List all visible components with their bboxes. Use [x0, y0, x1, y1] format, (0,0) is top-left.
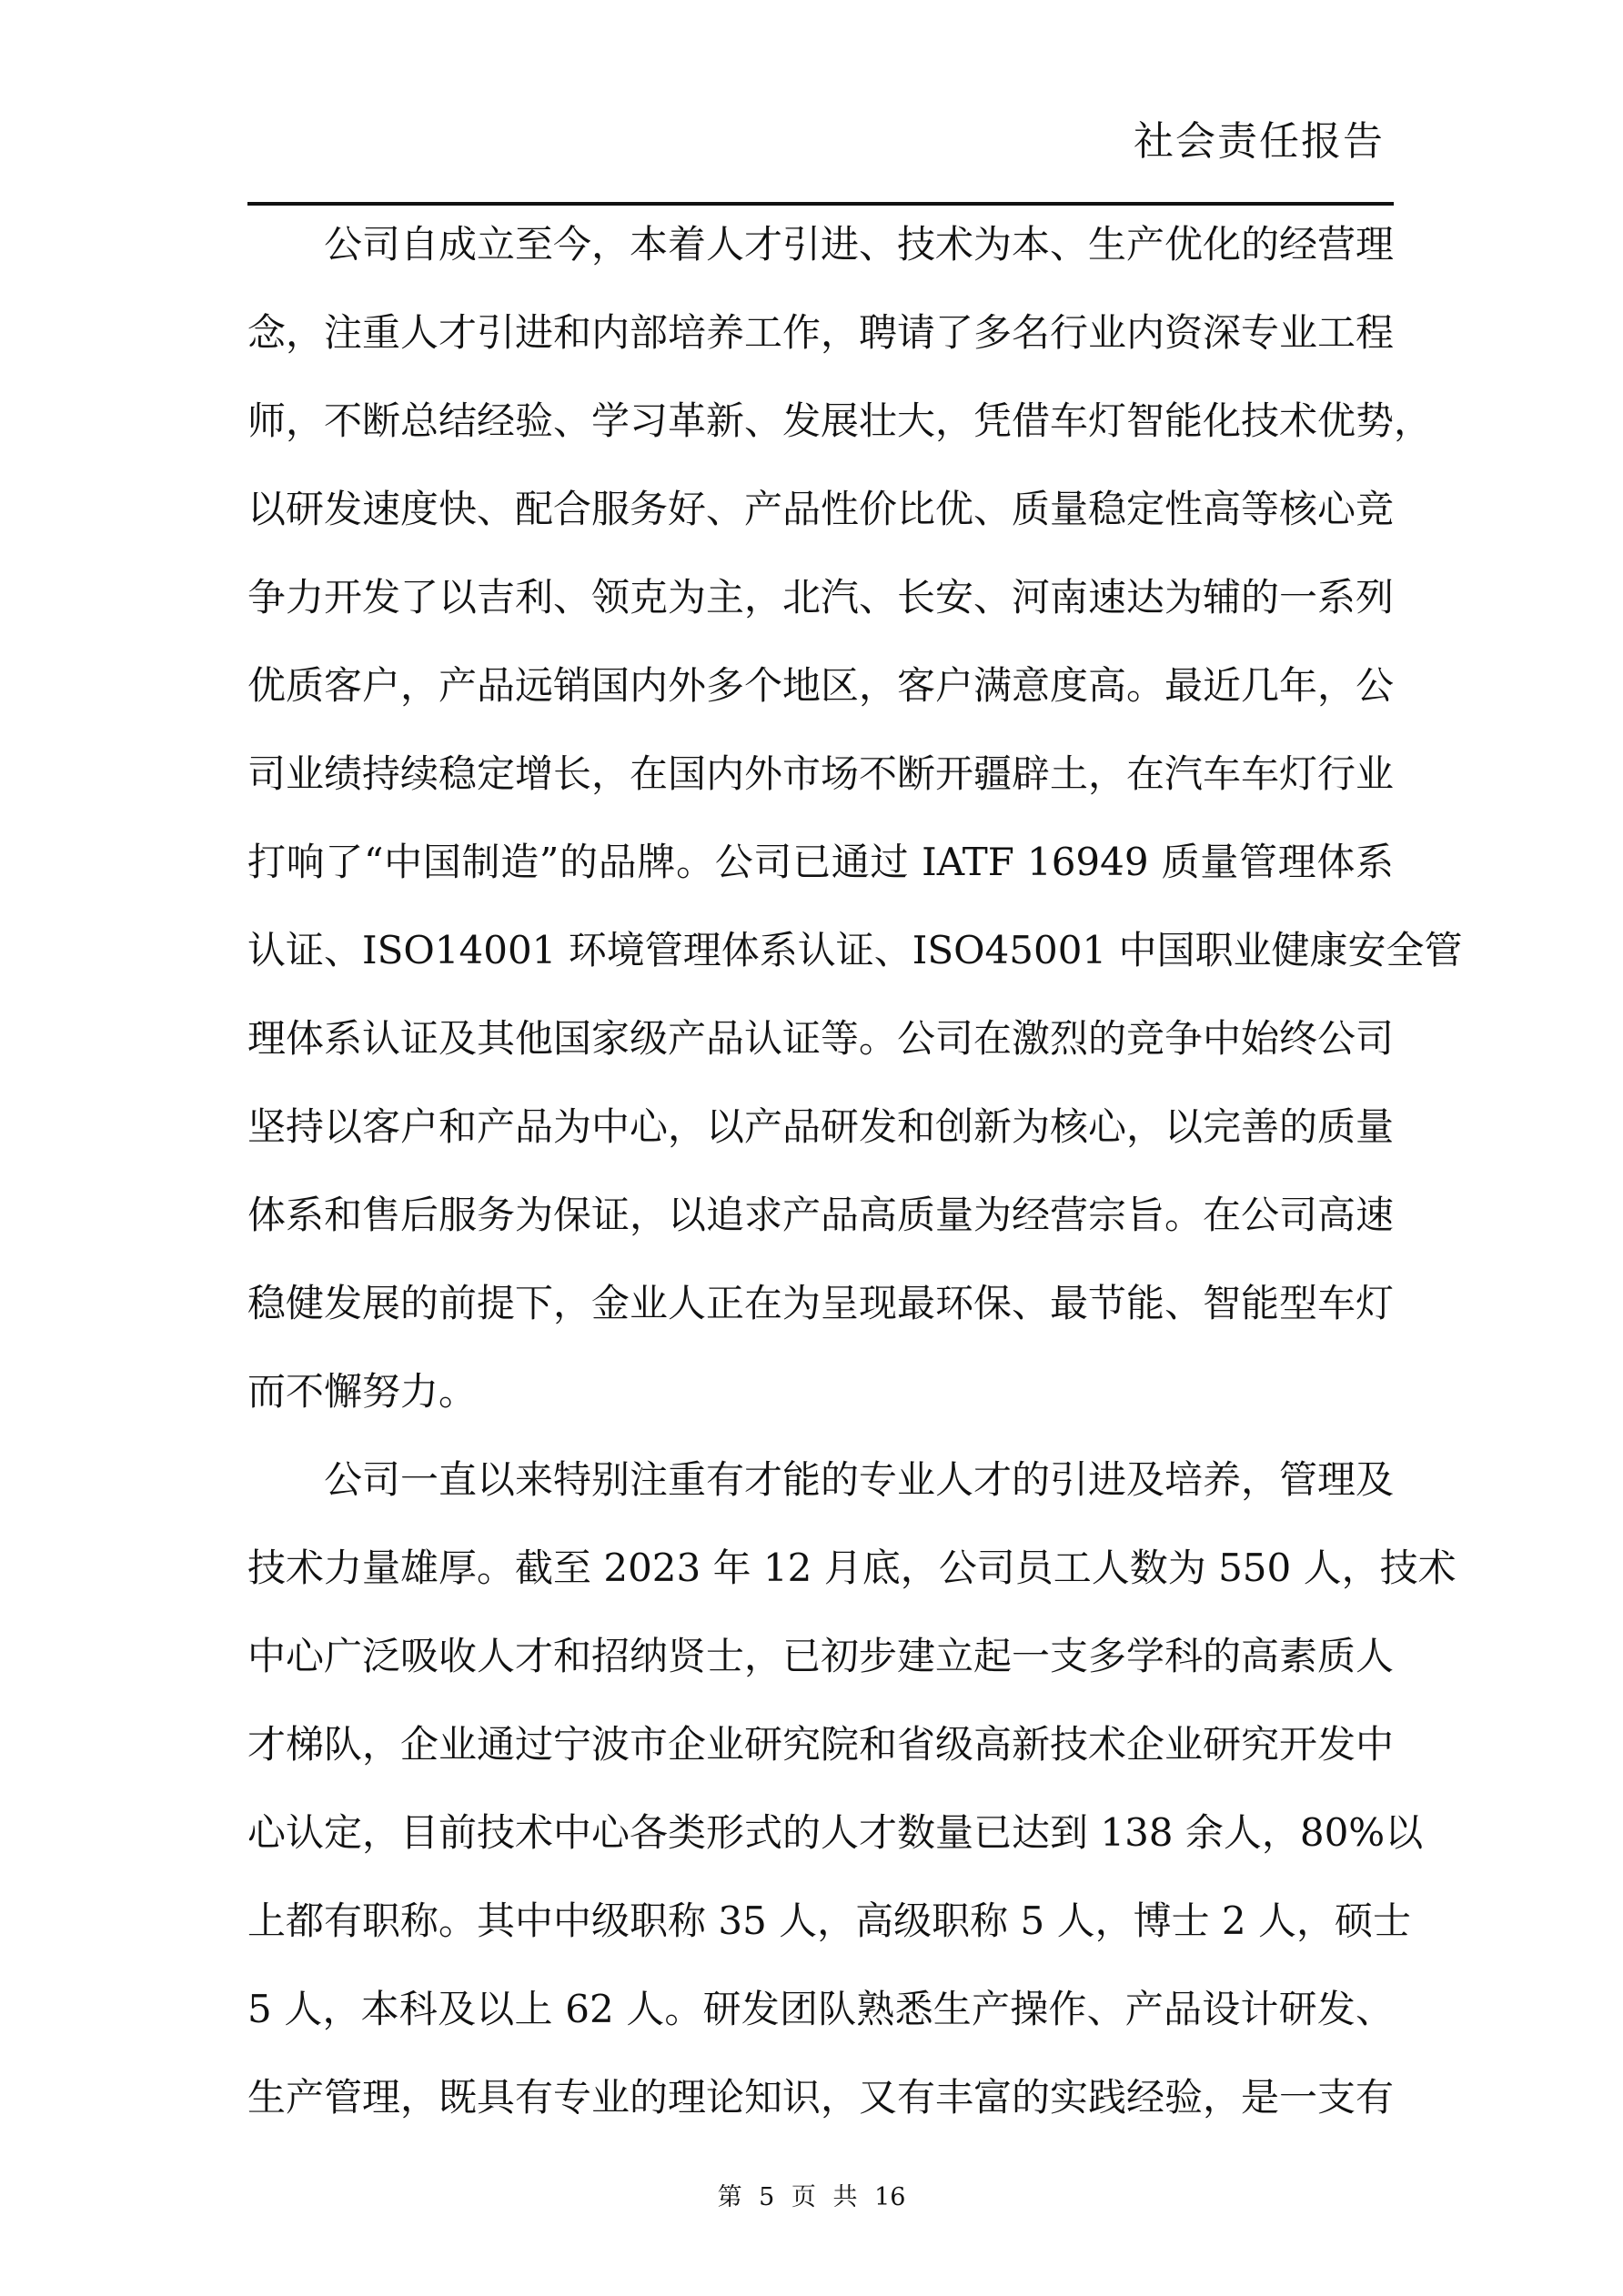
text-line: 争力开发了以吉利、领克为主，北汽、长安、河南速达为辅的一系列 — [247, 575, 1395, 619]
text-line: 优质客户，产品远销国内外多个地区，客户满意度高。最近几年，公 — [247, 663, 1395, 708]
body-text — [247, 200, 1463, 2141]
text-line: 司业绩持续稳定增长，在国内外市场不断开疆辟土，在汽车车灯行业 — [247, 751, 1395, 796]
text-line: 稳健发展的前提下，金业人正在为呈现最环保、最节能、智能型车灯 — [247, 1281, 1395, 1325]
text-line: 中心广泛吸收人才和招纳贤士，已初步建立起一支多学科的高素质人 — [247, 1634, 1395, 1678]
text-line: 理体系认证及其他国家级产品认证等。公司在激烈的竞争中始终公司 — [247, 1016, 1395, 1061]
text-line: 上都有职称。其中中级职称 35 人，高级职称 5 人，博士 2 人，硕士 — [247, 1898, 1411, 1943]
page-number: 第 5 页 共 16 — [717, 2183, 906, 2211]
text-line: 而不懈努力。 — [247, 1369, 478, 1414]
report-title: 社会责任报告 — [1134, 118, 1385, 165]
text-line: 坚持以客户和产品为中心，以产品研发和创新为核心，以完善的质量 — [247, 1104, 1395, 1149]
text-line: 认证、ISO14001 环境管理体系认证、ISO45001 中国职业健康安全管 — [247, 928, 1463, 972]
text-line: 以研发速度快、配合服务好、产品性价比优、质量稳定性高等核心竞 — [247, 487, 1395, 531]
text-line: 念，注重人才引进和内部培养工作，聘请了多名行业内资深专业工程 — [247, 310, 1395, 355]
text-line: 生产管理，既具有专业的理论知识，又有丰富的实践经验，是一支有 — [247, 2075, 1395, 2120]
text-line: 技术力量雄厚。截至 2023 年 12 月底，公司员工人数为 550 人，技术 — [247, 1546, 1457, 1590]
text-line: 心认定，目前技术中心各类形式的人才数量已达到 138 余人，80%以 — [247, 1810, 1424, 1855]
text-line: 公司一直以来特别注重有才能的专业人才的引进及培养，管理及 — [324, 1457, 1395, 1502]
text-line: 打响了“中国制造”的品牌。公司已通过 IATF 16949 质量管理体系 — [247, 840, 1394, 884]
text-line: 体系和售后服务为保证，以追求产品高质量为经营宗旨。在公司高速 — [247, 1193, 1395, 1237]
paragraph-talent-team — [247, 1435, 1457, 2141]
paragraph-company-overview — [247, 200, 1463, 1435]
text-line: 才梯队，企业通过宁波市企业研究院和省级高新技术企业研究开发中 — [247, 1722, 1395, 1767]
text-line: 公司自成立至今，本着人才引进、技术为本、生产优化的经营理 — [324, 222, 1395, 267]
text-line: 师，不断总结经验、学习革新、发展壮大，凭借车灯智能化技术优势， — [247, 398, 1433, 443]
text-line: 5 人，本科及以上 62 人。研发团队熟悉生产操作、产品设计研发、 — [247, 1987, 1394, 2031]
